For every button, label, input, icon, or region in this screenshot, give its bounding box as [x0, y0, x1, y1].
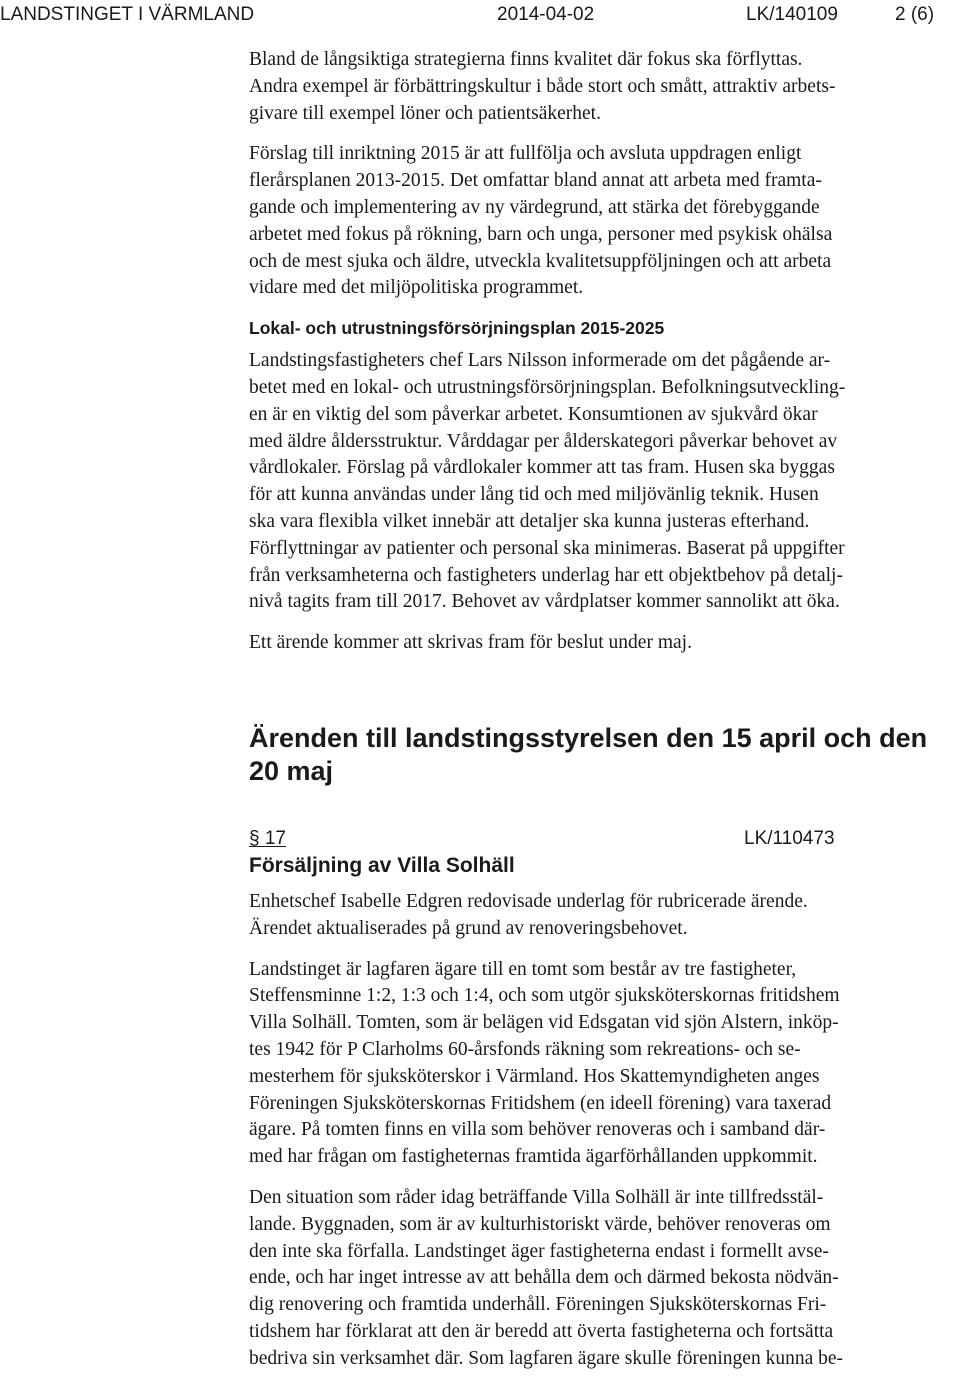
text-line: från verksamheterna och fastigheters underlag har ett objektbehov på detalj- [249, 564, 843, 586]
text-line: Bland de långsiktiga strategierna finns kvalitet där fokus ska förflyttas. [249, 49, 803, 70]
text-line: Föreningen Sjuksköterskornas Fritidshem (en ideell förening) vara taxerad [249, 1092, 832, 1114]
text-line: nivå tagits fram till 2017. Behovet av vårdplatser kommer sannolikt att öka. [249, 591, 840, 613]
text-line: Enhetschef Isabelle Edgren redovisade underlag för rubricerade ärende. [249, 890, 808, 912]
main-heading [249, 722, 959, 788]
text-line: vidare med det miljöpolitiska programmet. [249, 277, 584, 299]
text-line: vårdlokaler. Förslag på vårdlokaler kommer att tas fram. Husen ska byggas [249, 457, 835, 479]
text-line: lande. Byggnaden, som är av kulturhistoriskt värde, behöver renoveras om [249, 1213, 831, 1235]
text-line: dig renovering och framtida underhåll. Föreningen Sjuksköterskornas Fri- [249, 1294, 827, 1316]
text-line: bedriva sin verksamhet där. Som lagfaren ägare skulle föreningen kunna be- [249, 1347, 843, 1369]
section-title: Försäljning av Villa Solhäll [249, 853, 515, 877]
text-line: Landstingsfastigheters chef Lars Nilsson informerade om det pågående ar- [249, 350, 831, 372]
section-reference: LK/110473 [744, 827, 835, 849]
text-line: flerårsplanen 2013-2015. Det omfattar bland annat att arbeta med framta- [249, 170, 822, 192]
text-line: ägare. På tomten finns en villa som behöver renoveras och i samband där- [249, 1119, 826, 1141]
heading-lokal-plan: Lokal- och utrustningsförsörjningsplan 2015-2025 [249, 318, 665, 339]
document-body [249, 47, 959, 1372]
text-line: givare till exempel löner och patientsäkerhet. [249, 102, 601, 124]
text-line: och de mest sjuka och äldre, utveckla kvalitetsuppföljningen och att arbeta [249, 250, 832, 272]
organization-name: LANDSTINGET I VÄRMLAND [0, 4, 255, 25]
paragraph-enhetschef [249, 889, 959, 943]
paragraph-lokalplan [249, 348, 959, 616]
text-line: ende, och har inget intresse av att behålla dem och därmed bekosta nödvän- [249, 1267, 839, 1289]
text-line: för att kunna användas under lång tid och med miljövänlig teknik. Husen [249, 484, 819, 506]
text-line: med har frågan om fastigheternas framtida ägarförhållanden uppkommit. [249, 1146, 818, 1168]
text-line: arbetet med fokus på rökning, barn och unga, personer med psykisk ohälsa [249, 223, 833, 245]
heading-line: 20 maj [249, 755, 334, 786]
text-line: gande och implementering av ny värdegrund, att stärka det förebyggande [249, 196, 820, 218]
text-line: Ett ärende kommer att skrivas fram för beslut under maj. [249, 632, 692, 654]
section-number: § 17 [249, 827, 286, 849]
section-number-row [249, 826, 839, 852]
text-line: Förslag till inriktning 2015 är att fullfölja och avsluta uppdragen enligt [249, 143, 802, 165]
text-line: Den situation som råder idag beträffande Villa Solhäll är inte tillfredsstäl- [249, 1186, 824, 1208]
document-date: 2014-04-02 [497, 4, 595, 25]
page-header [0, 3, 960, 29]
text-line: Villa Solhäll. Tomten, som är belägen vid Edsgatan vid sjön Alstern, inköp- [249, 1012, 839, 1034]
text-line: Ärendet aktualiserades på grund av renoveringsbehovet. [249, 917, 688, 939]
text-line: Förflyttningar av patienter och personal ska minimeras. Baserat på uppgifter [249, 537, 845, 559]
text-line: betet med en lokal- och utrustningsförsörjningsplan. Befolkningsutveckling- [249, 376, 846, 398]
text-line: en är en viktig del som påverkar arbetet. Konsumtionen av sjukvård ökar [249, 403, 818, 425]
text-line: Steffensminne 1:2, 1:3 och 1:4, och som utgör sjuksköterskornas fritidshem [249, 985, 840, 1007]
document-reference: LK/140109 [746, 4, 838, 25]
heading-line: Ärenden till landstingsstyrelsen den 15 april och den [249, 722, 928, 753]
text-line: tidshem har förklarat att den är beredd att överta fastigheterna och fortsätta [249, 1320, 834, 1342]
paragraph-inriktning [249, 141, 959, 302]
paragraph-situation [249, 1185, 959, 1373]
paragraph-arende [249, 630, 959, 657]
text-line: Landstinget är lagfaren ägare till en tomt som består av tre fastigheter, [249, 958, 797, 980]
text-line: tes 1942 för P Clarholms 60-årsfonds räkning som rekreations- och se- [249, 1038, 801, 1060]
text-line: mesterhem för sjuksköterskor i Värmland. Hos Skattemyndigheten anges [249, 1065, 820, 1087]
paragraph-strategies [249, 47, 959, 127]
text-line: med äldre åldersstruktur. Vårddagar per ålderskategori påverkar behovet av [249, 430, 838, 452]
text-line: ska vara flexibla vilket innebär att detaljer ska kunna justeras efterhand. [249, 510, 810, 532]
text-line: den inte ska förfalla. Landstinget äger fastigheterna endast i formellt avse- [249, 1240, 829, 1262]
text-line: Andra exempel är förbättringskultur i både stort och smått, attraktiv arbets- [249, 75, 836, 97]
page-number: 2 (6) [895, 4, 935, 25]
paragraph-lagfaren-agare [249, 957, 959, 1171]
